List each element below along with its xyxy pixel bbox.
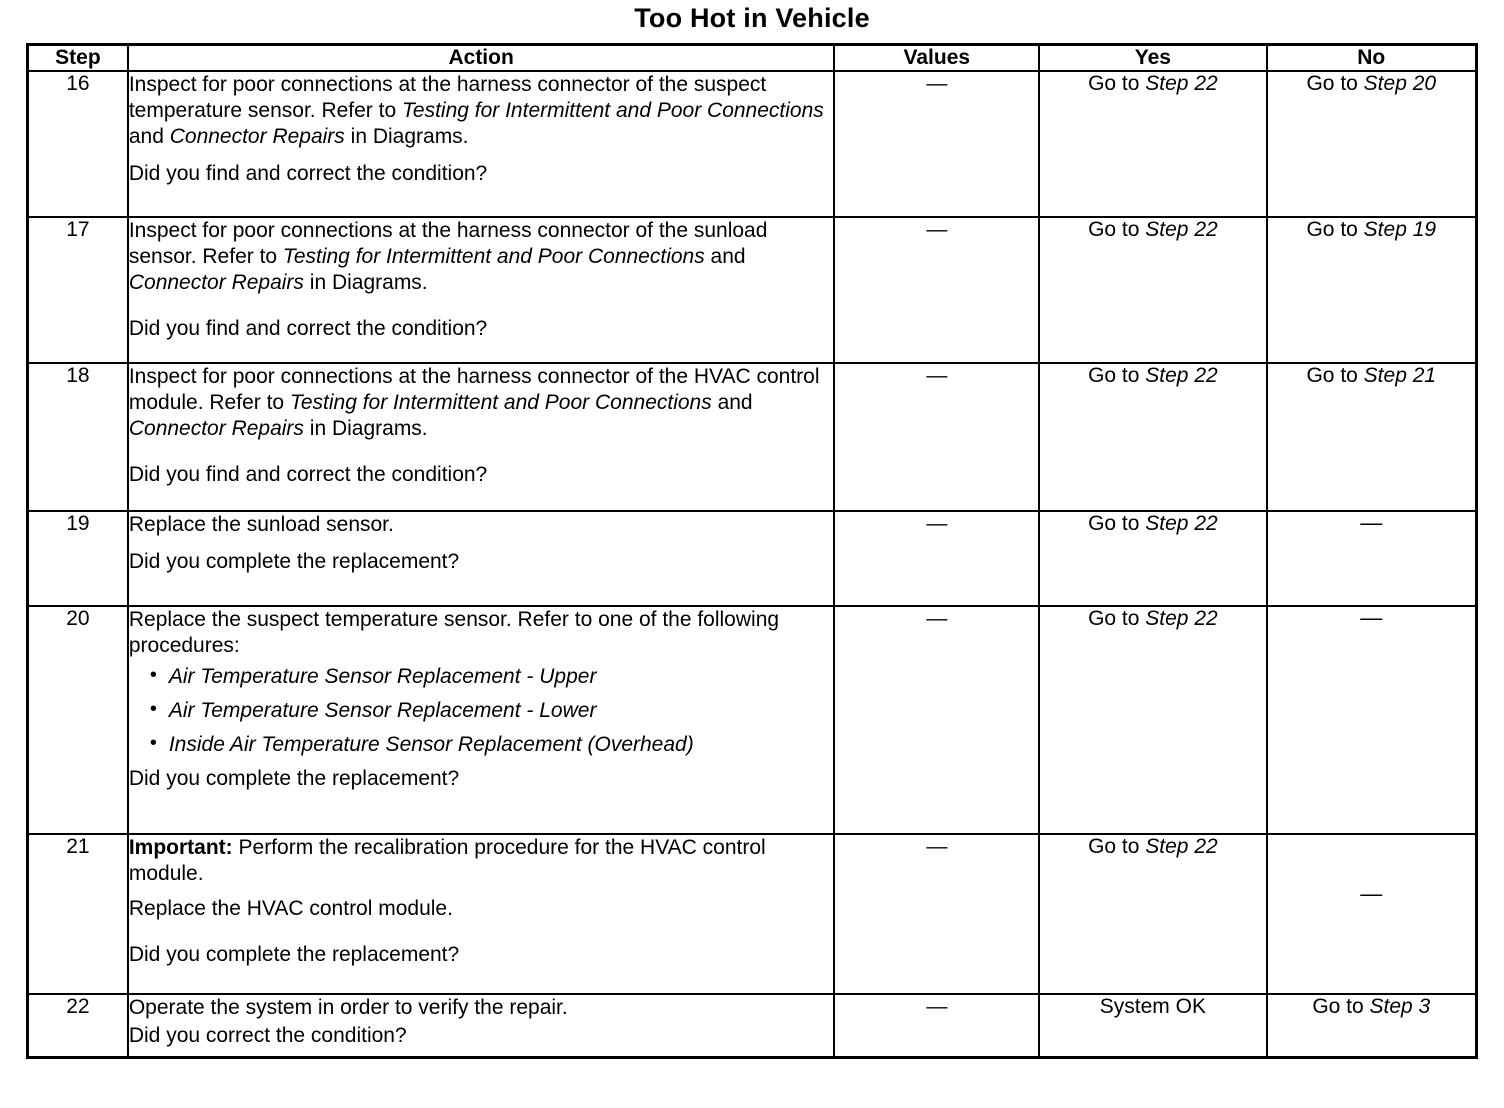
cell-step: 21 [28, 834, 128, 994]
yes-goto: Go to Step 22 [1088, 217, 1218, 241]
cell-action [128, 511, 835, 606]
no-dash: — [1360, 880, 1383, 906]
no-content [1268, 218, 1475, 249]
no-content [1268, 604, 1475, 630]
action-text [129, 364, 834, 442]
important-note [129, 835, 834, 887]
column-header-action: Action [128, 44, 835, 71]
cell-values: — [834, 363, 1039, 511]
cell-no [1267, 994, 1477, 1058]
no-content [1268, 509, 1475, 535]
yes-content [1040, 607, 1265, 638]
cell-yes [1039, 994, 1266, 1058]
action-question: Did you correct the condition? [128, 1023, 407, 1047]
action-mid: and [128, 124, 170, 148]
action-lead: Inspect for poor connections at the harness connector of the sunload sensor. Refer to [128, 218, 768, 268]
column-header-values: Values [834, 44, 1039, 71]
cell-action [128, 994, 835, 1058]
no-dash: — [1360, 509, 1383, 535]
table-row [28, 834, 1477, 994]
no-goto: Go to Step 19 [1306, 217, 1437, 241]
cell-action [128, 363, 835, 511]
cell-action [128, 606, 835, 834]
cell-no [1267, 511, 1477, 606]
important-label: Important: [128, 835, 233, 859]
action-question: Did you complete the replacement? [128, 942, 460, 966]
action-lead: Inspect for poor connections at the harness connector of the suspect temperature sensor. Refer to [128, 72, 767, 122]
cell-no [1267, 834, 1477, 994]
cell-step: 22 [28, 994, 128, 1058]
no-content [1268, 835, 1475, 905]
cell-yes [1039, 363, 1266, 511]
yes-content [1040, 835, 1265, 866]
cell-step: 17 [28, 217, 128, 363]
important-text: Perform the recalibration procedure for the HVAC control module. [128, 835, 766, 885]
table-row [28, 994, 1477, 1058]
yes-content [1040, 512, 1265, 543]
cell-step: 19 [28, 511, 128, 606]
action-reference-1: Testing for Intermittent and Poor Connections [282, 244, 705, 268]
action-question: Did you complete the replacement? [128, 549, 460, 573]
cell-step: 20 [28, 606, 128, 834]
action-lead: Inspect for poor connections at the harness connector of the HVAC control module. Refer to [128, 364, 820, 414]
cell-yes [1039, 71, 1266, 217]
action-reference-1: Testing for Intermittent and Poor Connections [401, 98, 824, 122]
cell-values: — [834, 71, 1039, 217]
action-question: Did you find and correct the condition? [128, 316, 488, 340]
table-body [28, 71, 1477, 1058]
table-row [28, 606, 1477, 834]
action-text: Operate the system in order to verify the repair. [128, 995, 568, 1019]
no-goto: Go to Step 21 [1306, 363, 1437, 387]
page-title: Too Hot in Vehicle [634, 3, 870, 33]
action-text [129, 72, 834, 150]
cell-yes [1039, 511, 1266, 606]
no-goto: Go to Step 3 [1312, 994, 1431, 1018]
action-reference-1: Testing for Intermittent and Poor Connections [289, 390, 712, 414]
yes-goto: Go to Step 22 [1088, 606, 1218, 630]
document-page [0, 4, 1504, 1108]
action-tail: in Diagrams. [344, 124, 469, 148]
action-reference-2: Connector Repairs [128, 416, 304, 440]
action-question: Did you find and correct the condition? [128, 161, 488, 185]
cell-action [128, 71, 835, 217]
action-tail: in Diagrams. [303, 270, 428, 294]
action-reference-2: Connector Repairs [169, 124, 345, 148]
yes-goto: Go to Step 22 [1088, 834, 1218, 858]
cell-yes [1039, 217, 1266, 363]
no-dash: — [1360, 604, 1383, 630]
cell-step: 18 [28, 363, 128, 511]
diagnostic-table [26, 43, 1478, 1060]
cell-no [1267, 606, 1477, 834]
yes-content [1040, 72, 1265, 103]
action-text: Replace the sunload sensor. [128, 512, 394, 536]
cell-values: — [834, 834, 1039, 994]
action-question: Did you complete the replacement? [128, 767, 460, 791]
action-mid: and [704, 244, 746, 268]
table-row [28, 363, 1477, 511]
yes-goto: Go to Step 22 [1088, 363, 1218, 387]
cell-action [128, 217, 835, 363]
no-content [1268, 72, 1475, 103]
column-header-yes: Yes [1039, 44, 1266, 71]
no-content [1268, 364, 1475, 395]
procedure-list [129, 664, 834, 758]
cell-yes [1039, 834, 1266, 994]
list-item: • Inside Air Temperature Sensor Replacement (Overhead) [169, 732, 834, 757]
yes-content [1040, 364, 1265, 395]
cell-step: 16 [28, 71, 128, 217]
no-content [1268, 995, 1475, 1024]
yes-goto: Go to Step 22 [1088, 71, 1218, 95]
yes-result: System OK [1099, 994, 1206, 1018]
action-text: Replace the HVAC control module. [128, 896, 453, 920]
action-text [129, 218, 834, 296]
action-question: Did you find and correct the condition? [128, 462, 488, 486]
action-mid: and [711, 390, 753, 414]
action-tail: in Diagrams. [303, 416, 428, 440]
table-row [28, 511, 1477, 606]
action-reference-2: Connector Repairs [128, 270, 304, 294]
cell-no [1267, 71, 1477, 217]
yes-content [1040, 218, 1265, 249]
table-header [28, 44, 1477, 71]
cell-action [128, 834, 835, 994]
no-goto: Go to Step 20 [1306, 71, 1437, 95]
action-text: Replace the suspect temperature sensor. Refer to one of the following procedures: [128, 607, 780, 657]
table-row [28, 217, 1477, 363]
cell-values: — [834, 511, 1039, 606]
yes-content [1040, 995, 1265, 1024]
cell-no [1267, 363, 1477, 511]
column-header-no: No [1267, 44, 1477, 71]
yes-goto: Go to Step 22 [1088, 511, 1218, 535]
cell-values: — [834, 217, 1039, 363]
table-row [28, 71, 1477, 217]
list-item: • Air Temperature Sensor Replacement - Upper [169, 664, 834, 689]
table-header-row [28, 44, 1477, 71]
list-item: • Air Temperature Sensor Replacement - Lower [169, 698, 834, 723]
cell-no [1267, 217, 1477, 363]
cell-values: — [834, 606, 1039, 834]
cell-yes [1039, 606, 1266, 834]
cell-values: — [834, 994, 1039, 1058]
column-header-step: Step [28, 44, 128, 71]
